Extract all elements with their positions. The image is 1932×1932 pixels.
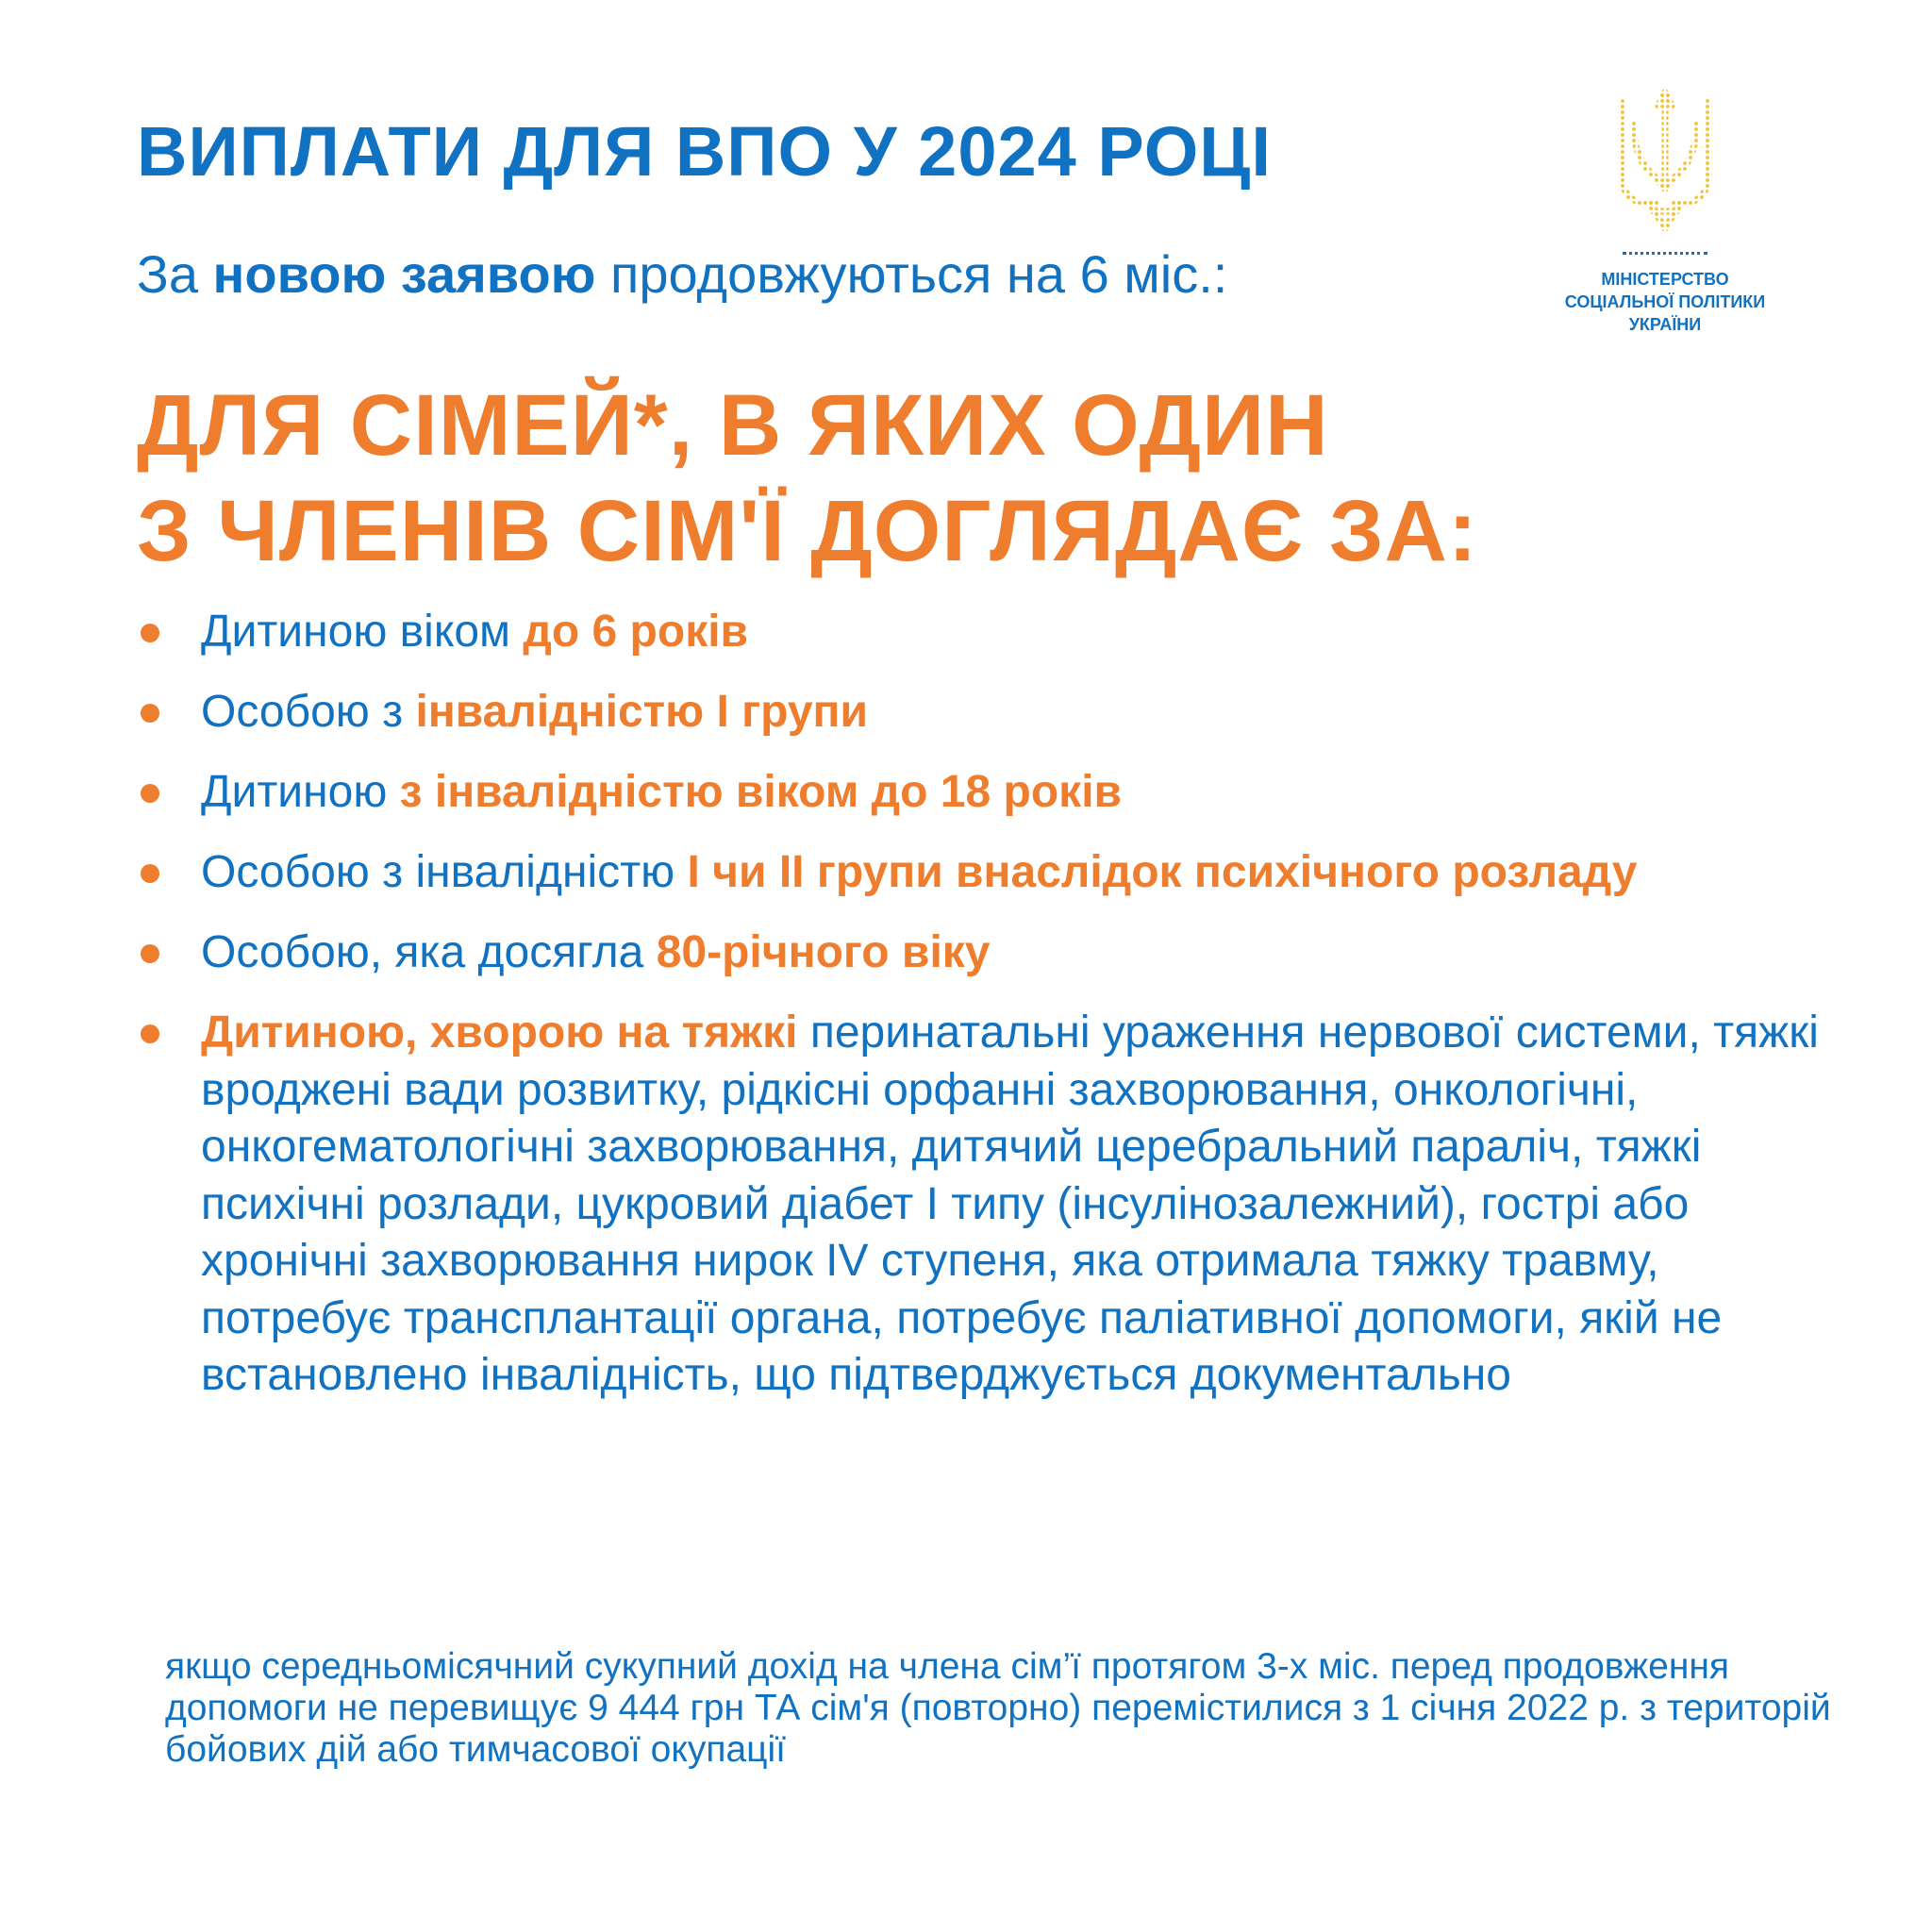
list-item [137, 844, 1835, 901]
logo-text [1547, 268, 1783, 336]
bullet-dot-icon [141, 784, 159, 803]
list-item [137, 604, 1835, 660]
bullet-highlight: I чи II групи внаслідок психічного розладу [687, 847, 1638, 897]
footnote: якщо середньомісячний сукупний дохід на члена сім’ї протягом 3-х міс. перед продовження допомоги не перевищує 9 444 грн ТА сім'я (повторно) перемістилися з 1 січня 2022 р. з територій бойових дій або тимчасової окупації [165, 1646, 1831, 1770]
bullet-dot-icon [141, 624, 159, 642]
page-title: ВИПЛАТИ ДЛЯ ВПО У 2024 РОЦІ [137, 112, 1272, 191]
list-item [137, 764, 1835, 821]
headline [137, 373, 1552, 584]
subtitle-prefix: За [137, 244, 213, 304]
logo-line-1: МІНІСТЕРСТВО [1601, 270, 1729, 289]
bullet-text: Дитиною віком [201, 607, 524, 657]
list-item [137, 684, 1835, 741]
logo-line-3: УКРАЇНИ [1628, 315, 1702, 334]
bullet-dot-icon [141, 1024, 159, 1043]
list-item [137, 1005, 1835, 1405]
bullet-highlight: 80-річного віку [656, 927, 991, 977]
headline-line-2: З ЧЛЕНІВ СІМ'Ї ДОГЛЯДАЄ ЗА: [137, 483, 1478, 579]
bullet-highlight: до 6 років [523, 607, 749, 657]
bullet-highlight: з інвалідністю віком до 18 років [399, 767, 1123, 817]
bullet-dot-icon [141, 944, 159, 963]
bullet-dot-icon [141, 704, 159, 723]
subtitle-emphasis: новою заявою [212, 244, 596, 304]
subtitle [137, 243, 1227, 305]
bullet-list [137, 604, 1835, 1428]
bullet-text-after: перинатальні ураження нервової системи, тяжкі вроджені вади розвитку, рідкісні орфанні захворювання, онкологічні, онкогематологічні захворювання, дитячий церебральний параліч, тяжкі психічні розлади, цукровий діабет I типу (інсулінозалежний), гострі або хронічні захворювання нирок IV ступеня, яка отримала тяжку травму, потребує трансплантації органа, потребує паліативної допомоги, якій не встановлено інвалідність, що підтверджується документально [201, 1008, 1819, 1400]
bullet-text: Особою з [201, 687, 416, 737]
bullet-highlight: Дитиною, хворою на тяжкі [201, 1008, 798, 1058]
subtitle-suffix: продовжуються на 6 міс.: [595, 244, 1228, 304]
bullet-text: Дитиною [201, 767, 400, 817]
logo-divider [1623, 252, 1707, 258]
bullet-text: Особою, яка досягла [201, 927, 657, 977]
logo-line-2: СОЦІАЛЬНОЇ ПОЛІТИКИ [1564, 292, 1766, 311]
trident-emblem-icon [1614, 87, 1716, 238]
ministry-logo [1547, 87, 1783, 351]
list-item [137, 924, 1835, 981]
bullet-text: Особою з інвалідністю [201, 847, 688, 897]
bullet-dot-icon [141, 864, 159, 883]
bullet-highlight: інвалідністю I групи [415, 687, 869, 737]
headline-line-1: ДЛЯ СІМЕЙ*, В ЯКИХ ОДИН [137, 377, 1329, 474]
